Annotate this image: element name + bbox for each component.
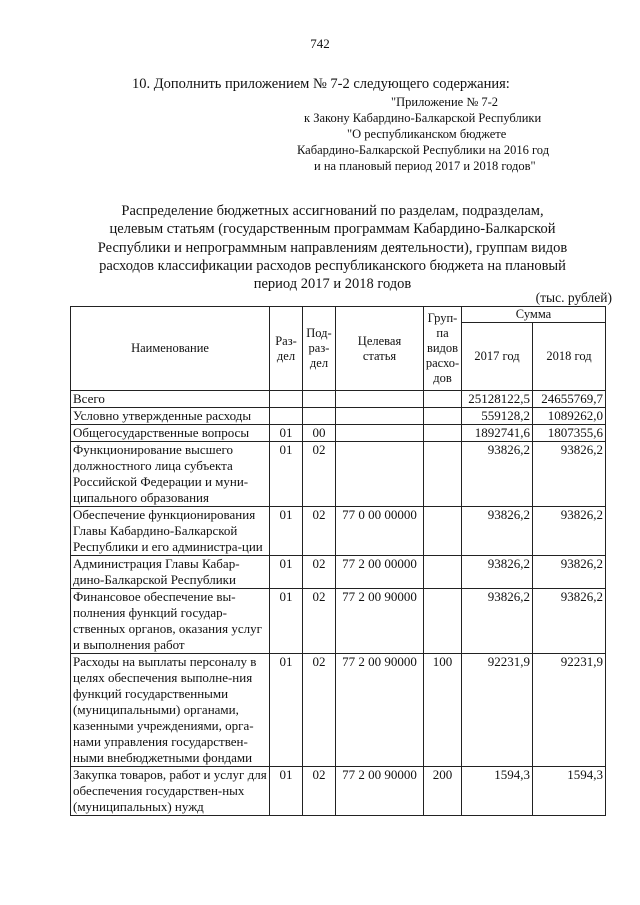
row-tselevaya: 77 0 00 00000 [336,507,424,556]
header-name: Наименование [71,307,270,391]
row-name: Закупка товаров, работ и услуг для обеспечения государствен-ных (муниципальных) нужд [71,767,270,816]
row-sum-2018: 93826,2 [533,507,606,556]
row-gruppa [424,425,462,442]
row-sum-2017: 1892741,6 [462,425,533,442]
table-row [71,654,606,767]
row-gruppa [424,391,462,408]
row-sum-2017: 93826,2 [462,556,533,589]
row-razdel: 01 [270,556,303,589]
header-gruppa-vidov: Груп- па видов расхо- дов [424,307,462,391]
row-sum-2017: 93826,2 [462,507,533,556]
table-row [71,507,606,556]
row-gruppa [424,589,462,654]
row-sum-2017: 1594,3 [462,767,533,816]
row-sum-2018: 1594,3 [533,767,606,816]
table-row [71,767,606,816]
row-sum-2018: 1089262,0 [533,408,606,425]
budget-table [70,306,606,816]
row-podrazdel: 02 [303,767,336,816]
row-name: Общегосударственные вопросы [71,425,270,442]
row-razdel: 01 [270,767,303,816]
row-tselevaya: 77 2 00 00000 [336,556,424,589]
row-sum-2018: 93826,2 [533,556,606,589]
table-row [71,442,606,507]
row-gruppa [424,442,462,507]
row-sum-2017: 559128,2 [462,408,533,425]
row-tselevaya: 77 2 00 90000 [336,589,424,654]
row-sum-2018: 93826,2 [533,442,606,507]
row-gruppa [424,507,462,556]
row-gruppa: 100 [424,654,462,767]
table-row [71,408,606,425]
row-name: Условно утвержденные расходы [71,408,270,425]
page-number: 742 [310,36,330,51]
row-razdel: 01 [270,507,303,556]
annex-line-1: "Приложение № 7-2 [391,95,499,109]
row-sum-2017: 93826,2 [462,442,533,507]
table-row [71,589,606,654]
row-name: Обеспечение функционирования Главы Кабардино-Балкарской Республики и его администра-ции [71,507,270,556]
row-name: Финансовое обеспечение вы-полнения функций государ-ственных органов, оказания услуг и выполнения работ [71,589,270,654]
row-podrazdel: 02 [303,442,336,507]
row-name: Расходы на выплаты персоналу в целях обеспечения выполне-ния функций государственными (муниципальными) органами, казенными учреждениями, орга-нами управления государствен-ными внебюджетными фондами [71,654,270,767]
row-sum-2017: 92231,9 [462,654,533,767]
row-tselevaya: 77 2 00 90000 [336,767,424,816]
row-name: Функционирование высшего должностного лица субъекта Российской Федерации и муни-ципального образования [71,442,270,507]
row-tselevaya [336,442,424,507]
row-sum-2017: 93826,2 [462,589,533,654]
row-podrazdel: 02 [303,589,336,654]
row-razdel: 01 [270,589,303,654]
row-sum-2018: 1807355,6 [533,425,606,442]
header-tselevaya-statya: Целевая статья [336,307,424,391]
row-razdel: 01 [270,425,303,442]
header-2018: 2018 год [533,323,606,391]
row-razdel: 01 [270,654,303,767]
row-tselevaya [336,425,424,442]
row-gruppa [424,556,462,589]
table-row [71,391,606,408]
row-sum-2018: 24655769,7 [533,391,606,408]
document-title: Распределение бюджетных ассигнований по разделам, подразделам, целевым статьям (государственным программам Кабардино-Балкарской Республики и непрограммным направлениям деятельности), группам видов расходов классификации расходов республиканского бюджета на плановый период 2017 и 2018 годов [97,203,568,293]
annex-line-4: Кабардино-Балкарской Республики на 2016 год [297,143,550,157]
row-podrazdel: 02 [303,507,336,556]
row-tselevaya: 77 2 00 90000 [336,654,424,767]
annex-line-5: и на плановый период 2017 и 2018 годов" [314,159,536,173]
row-podrazdel: 02 [303,654,336,767]
row-sum-2018: 92231,9 [533,654,606,767]
row-razdel [270,391,303,408]
row-razdel [270,408,303,425]
row-podrazdel: 02 [303,556,336,589]
table-row [71,425,606,442]
annex-line-3: "О республиканском бюджете [347,127,507,141]
header-2017: 2017 год [462,323,533,391]
header-razdel: Раз- дел [270,307,303,391]
row-podrazdel: 00 [303,425,336,442]
units-label: (тыс. рублей) [535,290,612,305]
row-razdel: 01 [270,442,303,507]
row-name: Всего [71,391,270,408]
instruction-text: 10. Дополнить приложением № 7-2 следующего содержания: [132,76,510,92]
row-podrazdel [303,408,336,425]
row-tselevaya [336,408,424,425]
table-row [71,556,606,589]
annex-header [296,94,596,174]
row-tselevaya [336,391,424,408]
header-podrazdel: Под- раз- дел [303,307,336,391]
row-sum-2017: 25128122,5 [462,391,533,408]
row-podrazdel [303,391,336,408]
annex-line-2: к Закону Кабардино-Балкарской Республики [304,111,542,125]
row-sum-2018: 93826,2 [533,589,606,654]
row-gruppa [424,408,462,425]
row-name: Администрация Главы Кабар-дино-Балкарской Республики [71,556,270,589]
header-summa: Сумма [462,307,606,323]
row-gruppa: 200 [424,767,462,816]
